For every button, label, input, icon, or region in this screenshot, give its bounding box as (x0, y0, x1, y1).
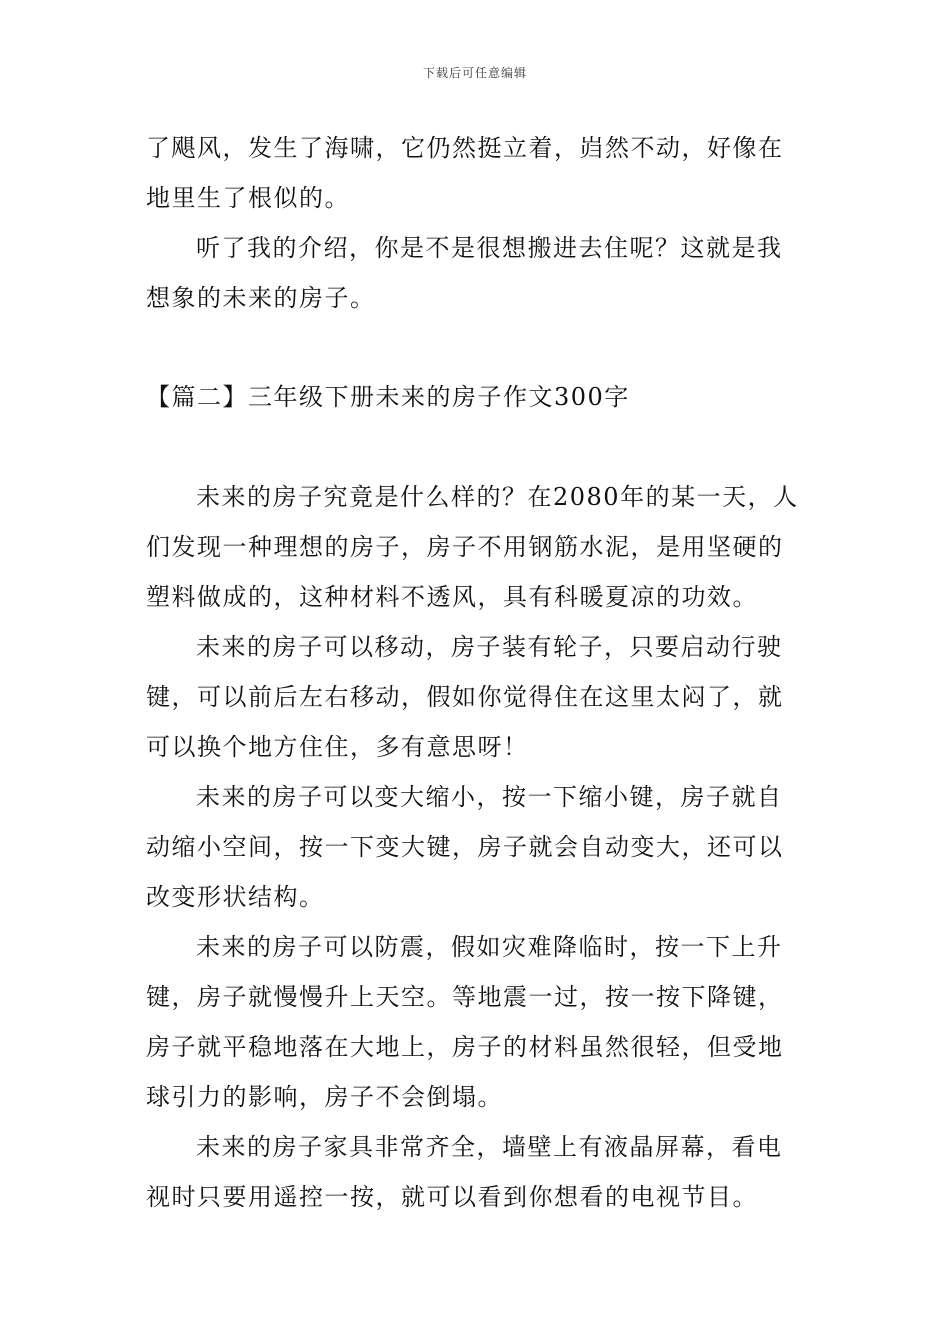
paragraph-line: 未来的房子可以变大缩小，按一下缩小键，房子就自 (196, 783, 783, 811)
paragraph-line: 未来的房子可以防震，假如灾难降临时，按一下上升 (196, 933, 783, 961)
paragraph-line: 塑料做成的，这种材料不透风，具有科暖夏凉的功效。 (146, 583, 758, 611)
paragraph-line: 们发现一种理想的房子，房子不用钢筋水泥，是用坚硬的 (146, 533, 784, 561)
paragraph-line: 未来的房子究竟是什么样的？在2080年的某一天，人 (196, 483, 799, 511)
paragraph-line: 了飓风，发生了海啸，它仍然挺立着，岿然不动，好像在 (146, 134, 784, 162)
page-header: 下载后可任意编辑 (422, 66, 527, 80)
paragraph-line: 键，可以前后左右移动，假如你觉得住在这里太闷了，就 (146, 683, 784, 711)
section-heading: 【篇二】三年级下册未来的房子作文300字 (146, 383, 630, 411)
paragraph-line: 房子就平稳地落在大地上，房子的材料虽然很轻，但受地 (146, 1033, 784, 1061)
paragraph-line: 视时只要用遥控一按，就可以看到你想看的电视节目。 (146, 1183, 758, 1211)
paragraph-line: 地里生了根似的。 (146, 184, 350, 212)
paragraph-line: 动缩小空间，按一下变大键，房子就会自动变大，还可以 (146, 833, 784, 861)
paragraph-line: 听了我的介绍，你是不是很想搬进去住呢？这就是我 (196, 234, 783, 262)
paragraph-line: 球引力的影响，房子不会倒塌。 (146, 1083, 503, 1111)
paragraph-line: 改变形状结构。 (146, 883, 325, 911)
paragraph-line: 可以换个地方住住，多有意思呀！ (146, 733, 529, 761)
paragraph-line: 未来的房子家具非常齐全，墙壁上有液晶屏幕，看电 (196, 1133, 783, 1161)
paragraph-line: 键，房子就慢慢升上天空。等地震一过，按一按下降键， (146, 983, 784, 1011)
paragraph-line: 未来的房子可以移动，房子装有轮子，只要启动行驶 (196, 633, 783, 661)
paragraph-line: 想象的未来的房子。 (146, 284, 376, 312)
